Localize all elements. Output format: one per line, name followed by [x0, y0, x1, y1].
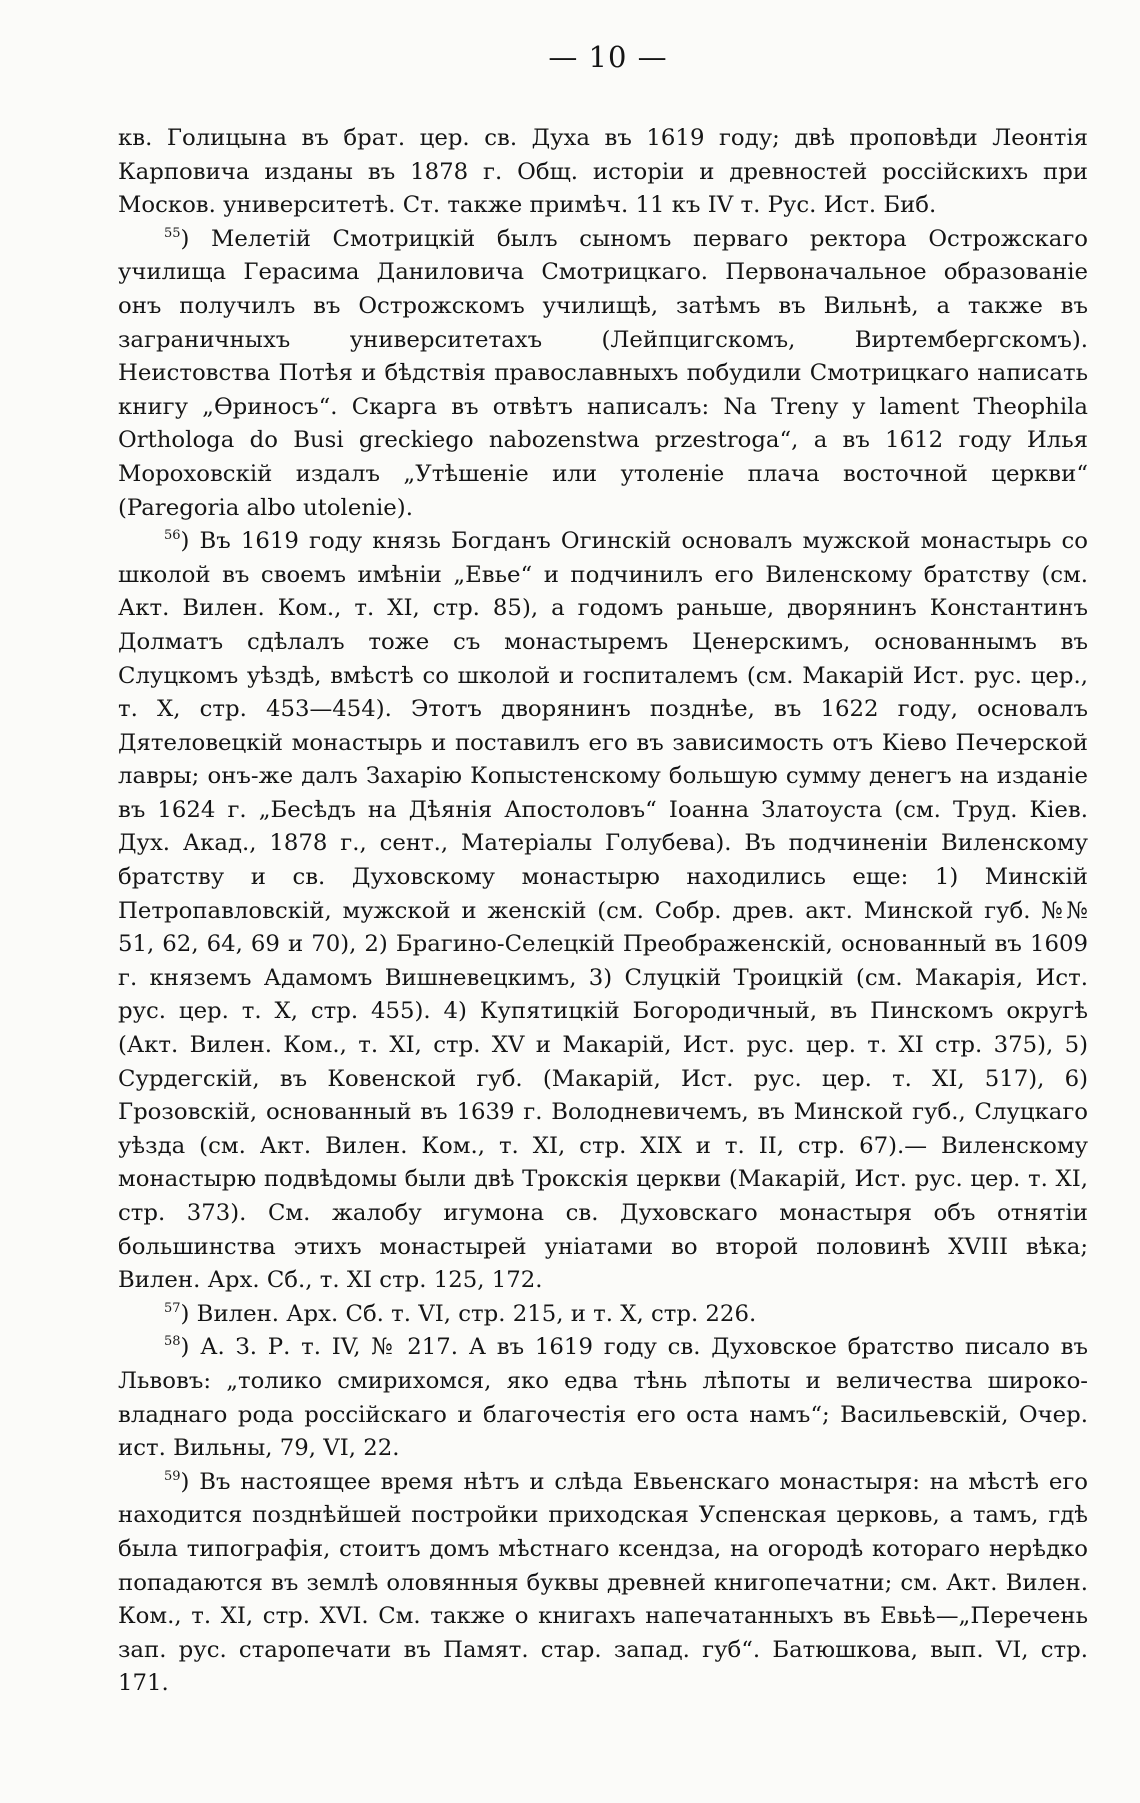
footnote-marker: 57: [164, 1300, 181, 1316]
footnote-text: кв. Голицына въ брат. цер. св. Духа въ 1619 году; двѣ проповѣди Леонтія Карповича изданы въ 1878 г. Общ. исторіи и древностей россійскихъ при Москов. университетѣ. Ст. также примѣч. 11 къ IV т. Рус. Ист. Биб.: [118, 125, 1088, 219]
footnote-marker: 55: [164, 225, 181, 241]
footnote-marker: 56: [164, 528, 181, 544]
footnote-marker: 59: [164, 1468, 181, 1484]
footnote-marker: 58: [164, 1334, 181, 1350]
footnote-text: ) Въ настоящее время нѣтъ и слѣда Евьенскаго монастыря: на мѣстѣ его находится позднѣйшей постройки приходская Успенская церковь, а тамъ, гдѣ была типографія, стоитъ домъ мѣстнаго ксендза, на огородѣ котораго нерѣдко попадаются въ землѣ оловянныя буквы древней книгопечатни; см. Акт. Вилен. Ком., т. XI, стр. XVI. См. также о книгахъ напечатанныхъ въ Евьѣ—„Перечень зап. рус. старопечати въ Памят. стар. запад. губ“. Батюшкова, вып. VI, стр. 171.: [118, 1468, 1088, 1697]
footnote-56: [118, 525, 1088, 1298]
page-number: — 10 —: [548, 40, 668, 74]
footnote-text: ) А. З. Р. т. IV, № 217. А въ 1619 году св. Духовское братство писало въ Львовъ: „толико смирихомся, яко едва тѣнь лѣпоты и величества широко-владнаго рода россійскаго и благочестія его оста намъ“; Васильевскій, Очер. ист. Вильны, 79, VI, 22.: [118, 1334, 1088, 1462]
footnote-55: [118, 223, 1088, 525]
footnote-59: [118, 1466, 1088, 1701]
footnote-57: [118, 1298, 1088, 1332]
footnote-text: ) Вилен. Арх. Сб. т. VI, стр. 215, и т. X, стр. 226.: [180, 1300, 757, 1327]
footnote-text: ) Мелетій Смотрицкій былъ сыномъ перваго ректора Острожскаго училища Герасима Даниловича Смотрицкаго. Первоначальное образованіе онъ получилъ въ Острожскомъ училищѣ, затѣмъ въ Вильнѣ, а также въ заграничныхъ университетахъ (Лейпцигскомъ, Виртембергскомъ). Неистовства Потѣя и бѣдствія православныхъ побудили Смотрицкаго написать книгу „Өриносъ“. Скарга въ отвѣтъ написалъ: Na Treny y lament Theophila Orthologa do Busi greckiego nabozenstwa przestroga“, а въ 1612 году Илья Мороховскій издалъ „Утѣшеніе или утоленіе плача восточной церкви“ (Paregoria albo utolenie).: [118, 225, 1088, 521]
footnote-58: [118, 1331, 1088, 1465]
footnote-54-continuation: [118, 122, 1088, 223]
footnote-text: ) Въ 1619 году князь Богданъ Огинскій основалъ мужской монастырь со школой въ своемъ имѣніи „Евье“ и подчинилъ его Виленскому братству (см. Акт. Вилен. Ком., т. XI, стр. 85), а годомъ раньше, дворянинъ Константинъ Долматъ сдѣлалъ тоже съ монастыремъ Ценерскимъ, основаннымъ въ Слуцкомъ уѣздѣ, вмѣстѣ со школой и госпиталемъ (см. Макарій Ист. рус. цер., т. X, стр. 453—454). Этотъ дворянинъ позднѣе, въ 1622 году, основалъ Дятеловецкій монастырь и поставилъ его въ зависимость отъ Кіево Печерской лавры; онъ-же далъ Захарію Копыстенскому большую сумму денегъ на изданіе въ 1624 г. „Бесѣдъ на Дѣянія Апостоловъ“ Іоанна Златоуста (см. Труд. Кіев. Дух. Акад., 1878 г., сент., Матеріалы Голубева). Въ подчиненіи Виленскому братству и св. Духовскому монастырю находились еще: 1) Минскій Петропавловскій, мужской и женскій (см. Собр. древ. акт. Минской губ. №№ 51, 62, 64, 69 и 70), 2) Брагино-Селецкій Преображенскій, основанный въ 1609 г. княземъ Адамомъ Вишневецкимъ, 3) Слуцкій Троицкій (см. Макарія, Ист. рус. цер. т. X, стр. 455). 4) Купятицкій Богородичный, въ Пинскомъ округѣ (Акт. Вилен. Ком., т. XI, стр. XV и Макарій, Ист. рус. цер. т. XI стр. 375), 5) Сурдегскій, въ Ковенской губ. (Макарій, Ист. рус. цер. т. XI, 517), 6) Грозовскій, основанный въ 1639 г. Володневичемъ, въ Минской губ., Слуцкаго уѣзда (см. Акт. Вилен. Ком., т. XI, стр. XIX и т. II, стр. 67).— Виленскому монастырю подвѣдомы были двѣ Трокскія церкви (Макарій, Ист. рус. цер. т. XI, стр. 373). См. жалобу игумона св. Духовскаго монастыря объ отнятіи большинства этихъ монастырей уніатами во второй половинѣ XVIII вѣка; Вилен. Арх. Сб., т. XI стр. 125, 172.: [118, 528, 1088, 1294]
